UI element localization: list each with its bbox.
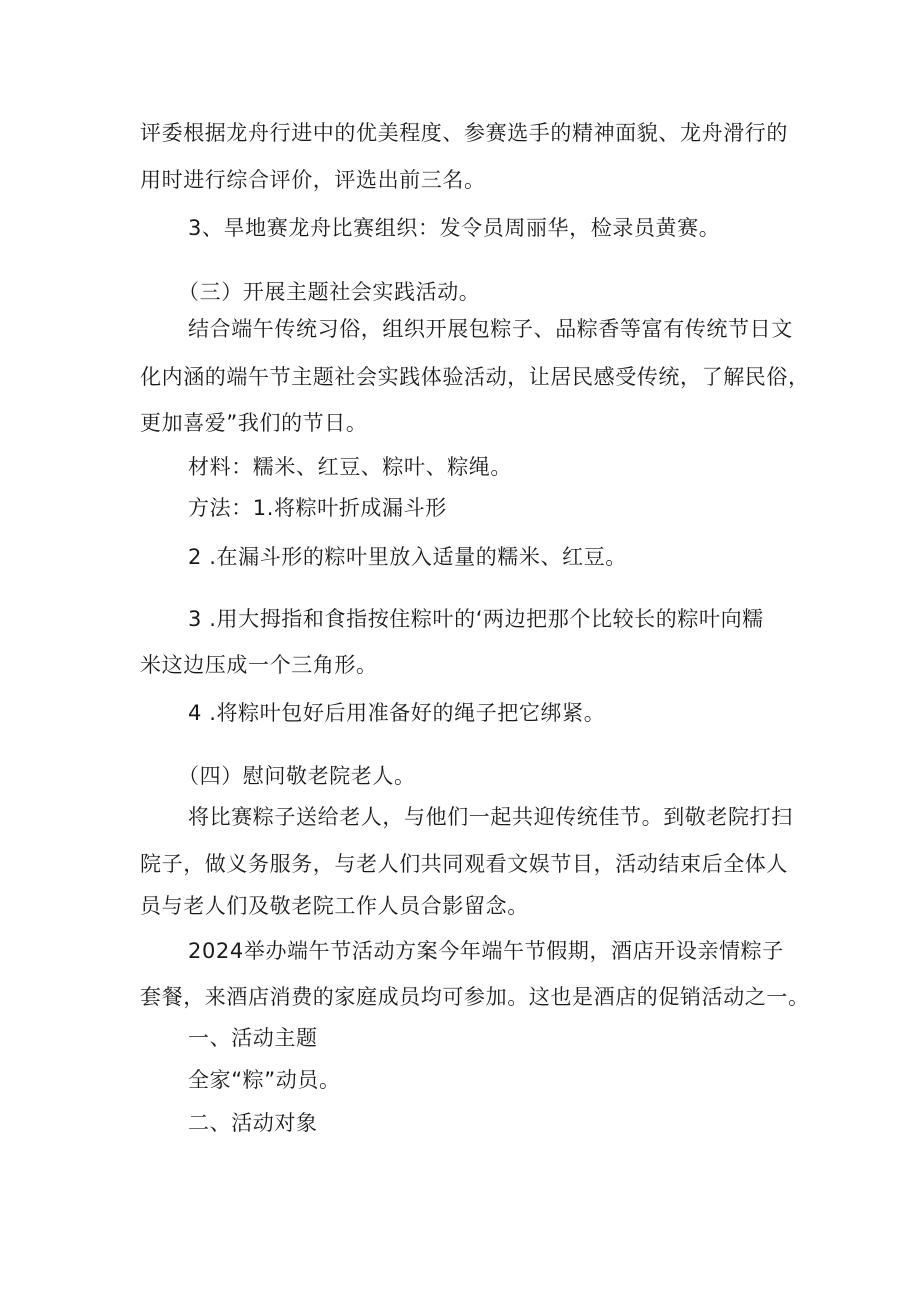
body-line: 全家“粽”动员。: [188, 1068, 341, 1092]
body-line: 方法：1.将粽叶折成漏斗形: [188, 496, 447, 520]
section-heading: （三）开展主题社会实践活动。: [178, 280, 481, 304]
section-heading: 二、活动对象: [188, 1111, 318, 1135]
body-line: 套餐，来酒店消费的家庭成员均可参加。这也是酒店的促销活动之一。: [140, 985, 810, 1009]
section-heading: 一、活动主题: [188, 1026, 318, 1050]
body-line: 将比赛粽子送给老人，与他们一起共迎传统佳节。到敬老院打扫: [188, 805, 793, 829]
body-line: 用时进行综合评价，评选出前三名。: [140, 168, 486, 192]
body-line: 材料：糯米、红豆、粽叶、粽绳。: [188, 455, 512, 479]
body-line: 更加喜爱”我们的节日。: [140, 411, 368, 435]
list-item: 3、旱地赛龙舟比赛组织：发令员周丽华，检录员黄赛。: [188, 216, 721, 240]
body-line: 结合端午传统习俗，组织开展包粽子、品粽香等富有传统节日文: [188, 317, 793, 341]
list-item: 4 .将粽叶包好后用准备好的绳子把它绑紧。: [188, 701, 606, 725]
body-line: 化内涵的端午节主题社会实践体验活动，让居民感受传统，了解民俗，: [140, 365, 810, 389]
body-line: 院子，做义务服务，与老人们共同观看文娱节目，活动结束后全体人: [140, 852, 788, 876]
body-line: 员与老人们及敬老院工作人员合影留念。: [140, 894, 529, 918]
body-line: 评委根据龙舟行进中的优美程度、参赛选手的精神面貌、龙舟滑行的: [140, 121, 788, 145]
body-line: 米这边压成一个三角形。: [140, 653, 378, 677]
body-line: 2024举办端午节活动方案今年端午节假期，酒店开设亲情粽子: [188, 939, 784, 963]
list-item: 3 .用大拇指和食指按住粽叶的‘两边把那个比较长的粽叶向糯: [188, 607, 764, 631]
section-heading: （四）慰问敬老院老人。: [178, 764, 416, 788]
list-item: 2 .在漏斗形的粽叶里放入适量的糯米、红豆。: [188, 545, 627, 569]
